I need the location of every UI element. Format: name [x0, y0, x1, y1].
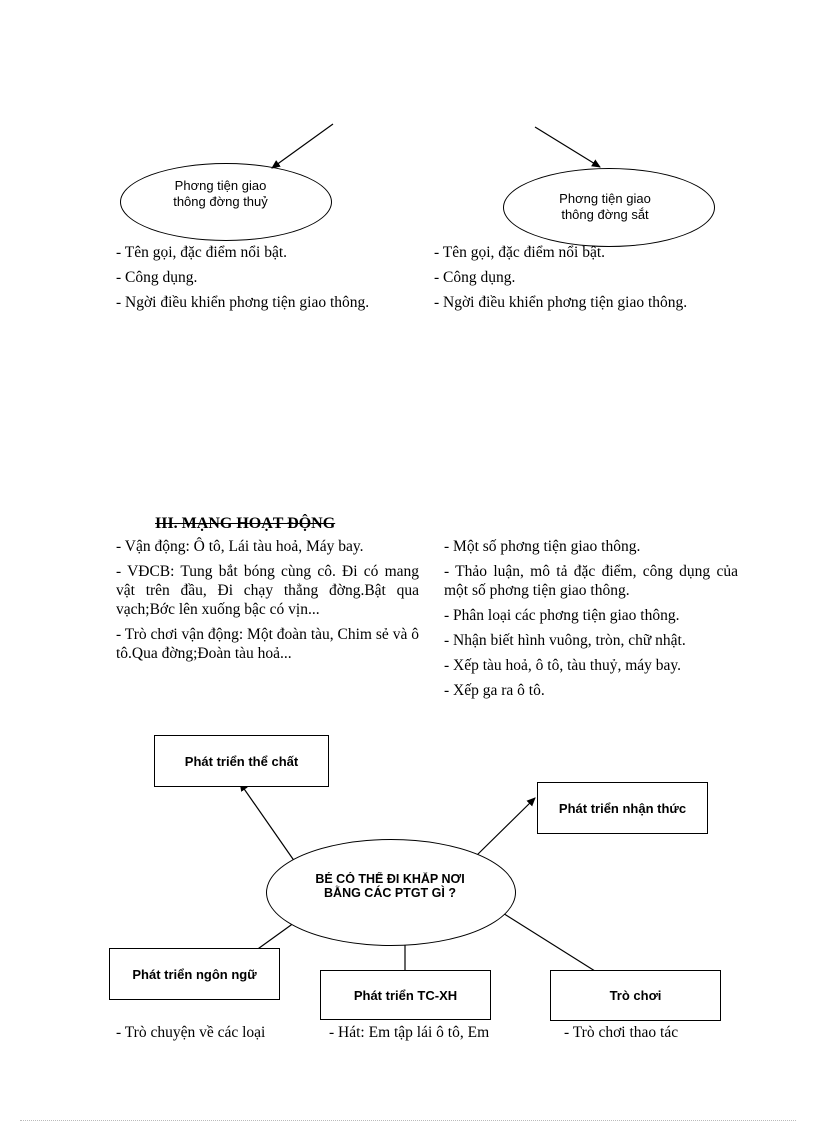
list-item: - Tên gọi, đặc điểm nổi bật. [434, 244, 606, 261]
bottom-col-3: - Trò chơi thao tác [564, 1024, 679, 1041]
list-item: - Vận động: Ô tô, Lái tàu hoả, Máy bay. [116, 538, 364, 555]
bottom-col-1: - Trò chuyện về các loại [116, 1024, 266, 1041]
list-item: - Trò chơi vận động: Một đoàn tàu, Chim sẻ và ô tô.Qua đờng;Đoàn tàu hoả... [116, 626, 419, 662]
list-item: - Xếp tàu hoả, ô tô, tàu thuỷ, máy bay. [444, 657, 682, 674]
arrow-to-cognitive [475, 798, 535, 857]
list-item: - Một số phơng tiện giao thông. [444, 538, 641, 555]
box-physical-development: Phát triển thể chất [154, 735, 329, 787]
page-bottom-border [20, 1120, 796, 1121]
ellipse-railway-text [532, 191, 678, 223]
bottom-col-2: - Hát: Em tập lái ô tô, Em [329, 1024, 490, 1041]
ellipse-railway-line1: Phơng tiện giao [559, 191, 651, 206]
list-item: - Ngời điều khiển phơng tiện giao thông. [434, 294, 688, 311]
center-topic-line2: BẰNG CÁC PTGT GÌ ? [324, 886, 456, 900]
list-item: - Nhận biết hình vuông, tròn, chữ nhật. [444, 632, 686, 649]
arrow-to-waterway [272, 124, 333, 168]
box-games: Trò chơi [550, 970, 721, 1021]
center-topic-text [300, 872, 480, 900]
list-item: - VĐCB: Tung bắt bóng cùng cô. Đi có mang vật trên đầu, Đi chạy thẳng đờng.Bật qua vạch;Bớc lên xuống bậc có vịn... [116, 563, 419, 618]
box-language-development: Phát triển ngôn ngữ [109, 948, 280, 1000]
railway-list [434, 243, 724, 318]
ellipse-railway-line2: thông đờng sắt [561, 207, 649, 222]
waterway-list [116, 243, 406, 318]
list-item: - Thảo luận, mô tả đặc điểm, công dụng của một số phơng tiện giao thông. [444, 563, 738, 599]
list-item: - Công dụng. [434, 269, 516, 286]
physical-activities-list [116, 537, 419, 669]
arrow-to-railway [535, 127, 600, 167]
list-item: - Xếp ga ra ô tô. [444, 682, 545, 699]
ellipse-waterway-line2: thông đờng thuỷ [173, 194, 268, 209]
list-item: - Phân loại các phơng tiện giao thông. [444, 607, 680, 624]
arrow-to-physical [240, 783, 295, 862]
list-item: - Tên gọi, đặc điểm nổi bật. [116, 244, 288, 261]
center-topic-line1: BÉ CÓ THỂ ĐI KHẮP NƠI [315, 872, 465, 886]
list-item: - Công dụng. [116, 269, 198, 286]
list-item: - Ngời điều khiển phơng tiện giao thông. [116, 294, 370, 311]
cognitive-activities-list [444, 537, 738, 706]
ellipse-waterway-text [148, 178, 293, 210]
box-cognitive-development: Phát triển nhận thức [537, 782, 708, 834]
ellipse-waterway-line1: Phơng tiện giao [174, 178, 267, 193]
box-social-development: Phát triển TC-XH [320, 970, 491, 1020]
section-heading: III. MẠNG HOẠT ĐỘNG [155, 515, 336, 532]
